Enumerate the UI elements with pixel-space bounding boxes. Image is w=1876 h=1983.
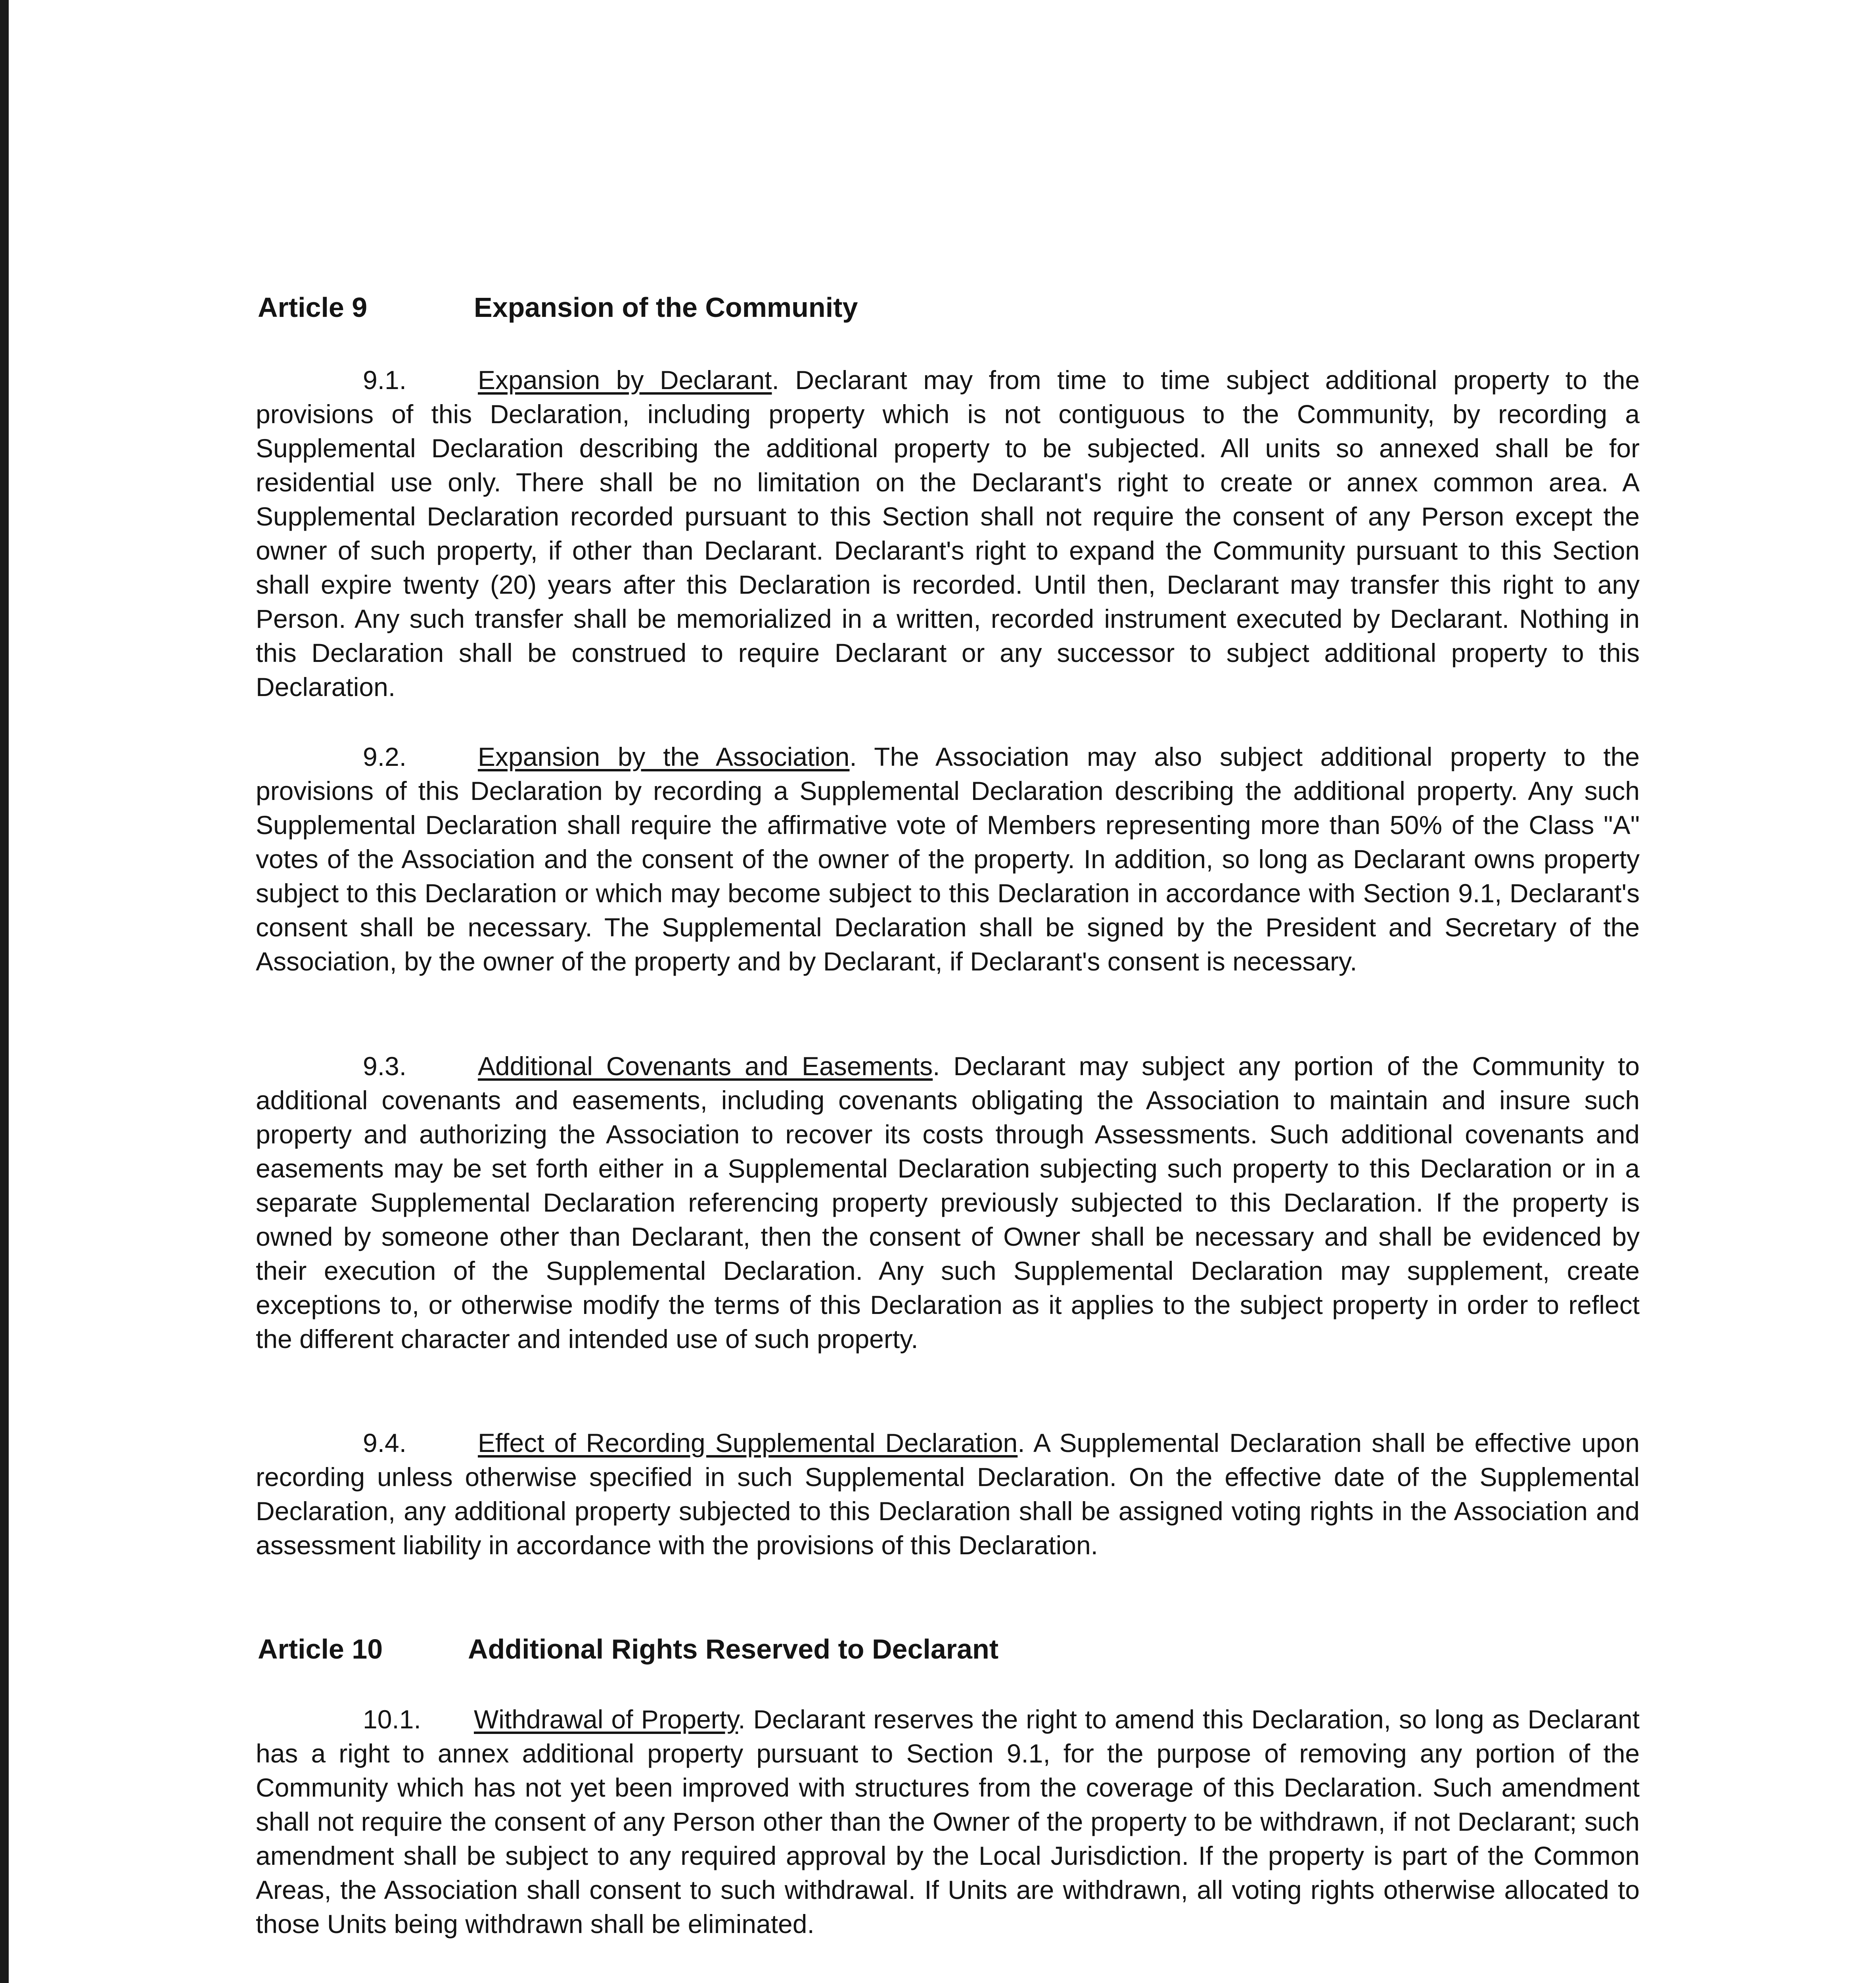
section-10-1 [256, 1702, 1640, 1941]
section-caption: Withdrawal of Property [474, 1705, 738, 1734]
section-caption: Additional Covenants and Easements [478, 1051, 933, 1081]
section-caption: Expansion by Declarant [478, 365, 772, 395]
article-number: Article 9 [258, 292, 368, 323]
section-caption: Effect of Recording Supplemental Declaration [478, 1428, 1018, 1458]
article-number: Article 10 [258, 1634, 383, 1665]
section-number: 9.1. [363, 365, 407, 395]
section-9-2 [256, 740, 1640, 978]
article-9-heading [258, 292, 1646, 323]
section-text: . A Supplemental Declaration shall be effective upon recording unless otherwise specified in such Supplemental Declaration. On the effective date of the Supplemental Declaration, any additional property subjected to this Declaration shall be assigned voting rights in the Association and assessment liability in accordance with the provisions of this Declaration. [256, 1428, 1640, 1560]
section-text: . The Association may also subject additional property to the provisions of this Declaration by recording a Supplemental Declaration describing the additional property. Any such Supplemental Declaration shall require the affirmative vote of Members representing more than 50% of the Class "A" votes of the Association and the consent of the owner of the property. In addition, so long as Declarant owns property subject to this Declaration or which may become subject to this Declaration in accordance with Section 9.1, Declarant's consent shall be necessary. The Supplemental Declaration shall be signed by the President and Secretary of the Association, by the owner of the property and by Declarant, if Declarant's consent is necessary. [256, 742, 1640, 976]
section-number: 9.3. [363, 1051, 407, 1081]
section-text: . Declarant may subject any portion of the Community to additional covenants and easements, including covenants obligating the Association to maintain and insure such property and authorizing the Association to recover its costs through Assessments. Such additional covenants and easements may be set forth either in a Supplemental Declaration subjecting such property to this Declaration or in a separate Supplemental Declaration referencing property previously subjected to this Declaration. If the property is owned by someone other than Declarant, then the consent of Owner shall be necessary and shall be evidenced by their execution of the Supplemental Declaration. Any such Supplemental Declaration may supplement, create exceptions to, or otherwise modify the terms of this Declaration as it applies to the subject property in order to reflect the different character and intended use of such property. [256, 1051, 1640, 1354]
article-title: Expansion of the Community [474, 292, 858, 323]
section-caption: Expansion by the Association [478, 742, 850, 771]
article-title: Additional Rights Reserved to Declarant [468, 1634, 999, 1665]
section-number: 10.1. [363, 1705, 421, 1734]
section-9-3 [256, 1049, 1640, 1356]
section-number: 9.2. [363, 742, 407, 771]
article-10-heading [258, 1633, 1646, 1665]
section-number: 9.4. [363, 1428, 407, 1458]
section-text: . Declarant may from time to time subject additional property to the provisions of this Declaration, including property which is not contiguous to the Community, by recording a Supplemental Declaration describing the additional property to be subjected. All units so annexed shall be for residential use only. There shall be no limitation on the Declarant's right to create or annex common area. A Supplemental Declaration recorded pursuant to this Section shall not require the consent of any Person except the owner of such property, if other than Declarant. Declarant's right to expand the Community pursuant to this Section shall expire twenty (20) years after this Declaration is recorded. Until then, Declarant may transfer this right to any Person. Any such transfer shall be memorialized in a written, recorded instrument executed by Declarant. Nothing in this Declaration shall be construed to require Declarant or any successor to subject additional property to this Declaration. [256, 365, 1640, 702]
section-text: . Declarant reserves the right to amend this Declaration, so long as Declarant has a right to annex additional property pursuant to Section 9.1, for the purpose of removing any portion of the Community which has not yet been improved with structures from the coverage of this Declaration. Such amendment shall not require the consent of any Person other than the Owner of the property to be withdrawn, if not Declarant; such amendment shall be subject to any required approval by the Local Jurisdiction. If the property is part of the Common Areas, the Association shall consent to such withdrawal. If Units are withdrawn, all voting rights otherwise allocated to those Units being withdrawn shall be eliminated. [256, 1705, 1640, 1939]
section-9-4 [256, 1426, 1640, 1562]
scan-left-border [0, 0, 9, 1983]
section-9-1 [256, 363, 1640, 704]
